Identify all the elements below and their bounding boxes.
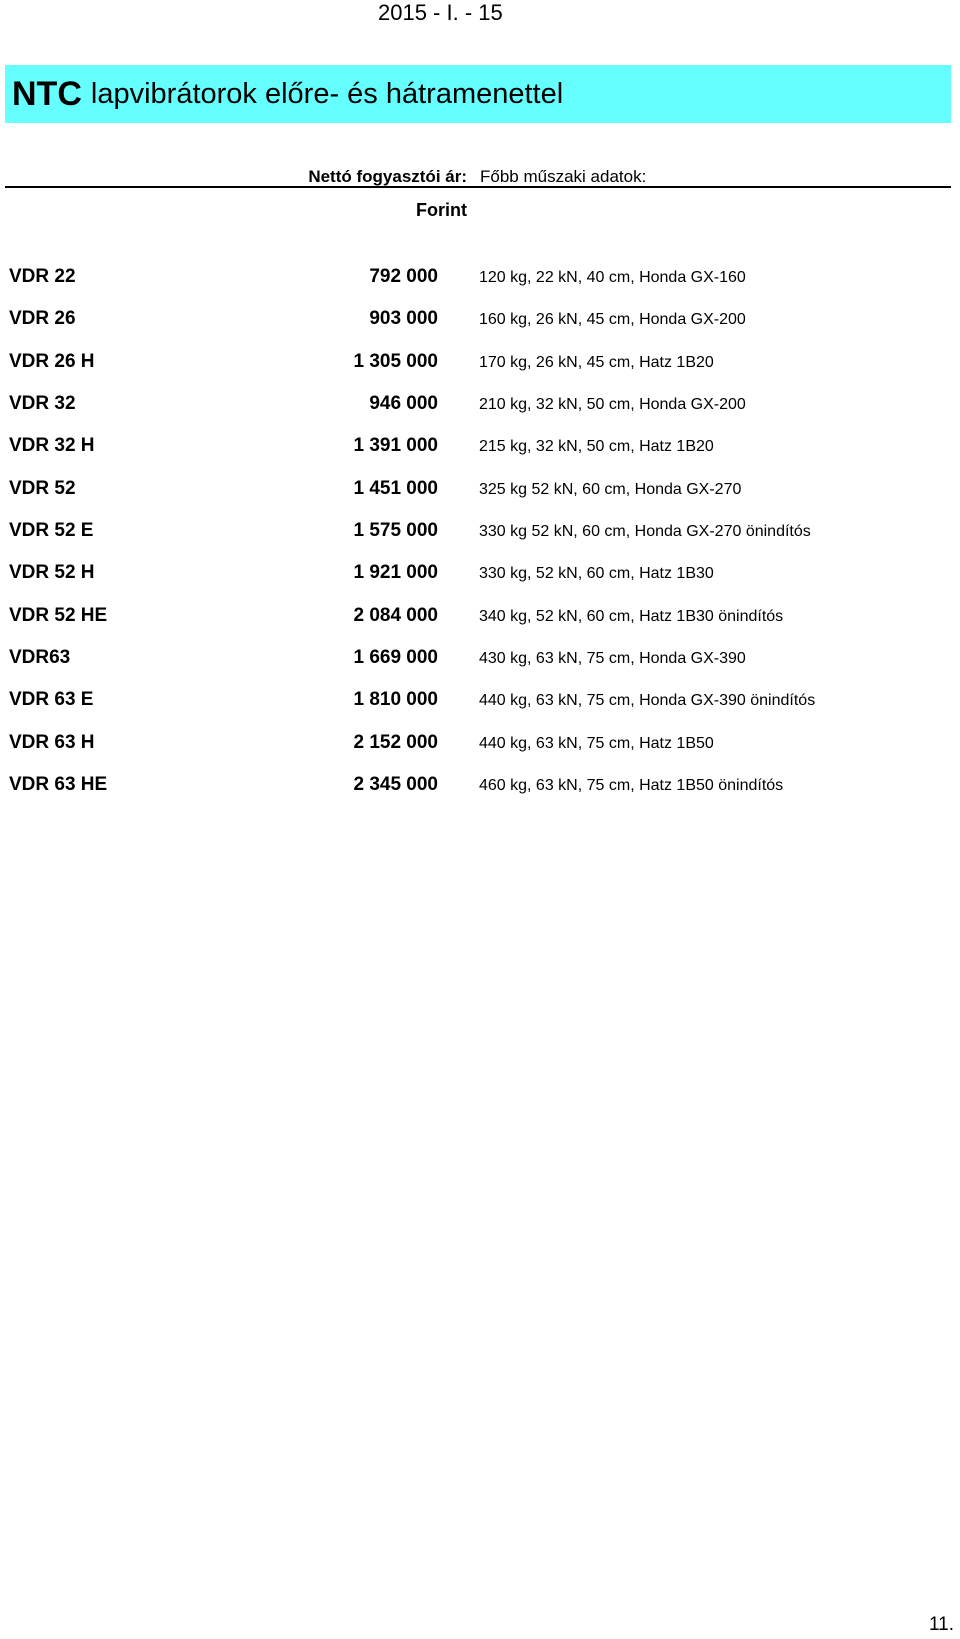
spec-text: 215 kg, 32 kN, 50 cm, Hatz 1B20 — [479, 438, 714, 456]
table-row — [0, 477, 960, 519]
table-row — [0, 350, 960, 392]
model-name: VDR 63 HE — [9, 773, 108, 795]
title-brand: NTC — [12, 74, 82, 113]
model-name: VDR 52 — [9, 477, 76, 499]
model-name: VDR 32 H — [9, 435, 95, 457]
spec-text: 210 kg, 32 kN, 50 cm, Honda GX-200 — [479, 395, 746, 413]
spec-text: 460 kg, 63 kN, 75 cm, Hatz 1B50 önindítós — [479, 776, 784, 794]
price-value: 792 000 — [369, 266, 438, 287]
model-name: VDR 22 — [9, 266, 76, 287]
header-divider — [5, 186, 951, 188]
spec-text: 170 kg, 26 kN, 45 cm, Hatz 1B20 — [479, 353, 714, 371]
price-value: 2 152 000 — [353, 731, 438, 753]
price-value: 1 575 000 — [353, 519, 438, 541]
price-value: 2 345 000 — [353, 773, 438, 795]
page-number: 11. — [929, 1614, 955, 1635]
table-row — [0, 392, 960, 434]
price-table — [0, 265, 960, 815]
page-title: lapvibrátorok előre- és hátramenettel — [90, 77, 564, 110]
model-name: VDR 52 HE — [9, 604, 108, 626]
price-value: 2 084 000 — [353, 604, 438, 626]
spec-text: 340 kg, 52 kN, 60 cm, Hatz 1B30 önindítós — [479, 607, 784, 625]
table-row — [0, 519, 960, 561]
spec-text: 430 kg, 63 kN, 75 cm, Honda GX-390 — [479, 649, 746, 667]
spec-text: 160 kg, 26 kN, 45 cm, Honda GX-200 — [479, 311, 746, 329]
model-name: VDR 52 E — [9, 519, 94, 541]
table-row — [0, 604, 960, 646]
table-row — [0, 307, 960, 349]
model-name: VDR 26 — [9, 308, 76, 330]
model-name: VDR 32 — [9, 392, 76, 414]
spec-text: 440 kg, 63 kN, 75 cm, Hatz 1B50 — [479, 734, 714, 752]
spec-text: 330 kg 52 kN, 60 cm, Honda GX-270 önindítós — [479, 522, 811, 540]
table-row — [0, 434, 960, 476]
price-value: 1 921 000 — [353, 562, 438, 584]
table-row — [0, 731, 960, 773]
model-name: VDR 63 H — [9, 731, 95, 753]
date-line: 2015 - I. - 15 — [378, 0, 503, 25]
model-name: VDR 63 E — [9, 689, 94, 711]
price-value: 1 391 000 — [353, 435, 438, 457]
table-row — [0, 688, 960, 730]
table-row — [0, 265, 960, 307]
specs-column-header: Főbb műszaki adatok: — [480, 167, 647, 186]
price-value: 1 451 000 — [353, 477, 438, 499]
currency-unit-label: Forint — [416, 200, 467, 220]
spec-text: 440 kg, 63 kN, 75 cm, Honda GX-390 önindítós — [479, 692, 816, 710]
price-value: 903 000 — [369, 308, 438, 330]
model-name: VDR63 — [9, 646, 71, 668]
title-banner — [5, 65, 951, 123]
price-value: 1 810 000 — [353, 689, 438, 711]
model-name: VDR 52 H — [9, 562, 95, 584]
table-row — [0, 561, 960, 603]
price-value: 946 000 — [369, 392, 438, 414]
price-column-header: Nettó fogyasztói ár: — [308, 167, 467, 186]
spec-text: 325 kg 52 kN, 60 cm, Honda GX-270 — [479, 480, 742, 498]
price-value: 1 305 000 — [353, 350, 438, 372]
table-row — [0, 646, 960, 688]
table-row — [0, 773, 960, 815]
spec-text: 330 kg, 52 kN, 60 cm, Hatz 1B30 — [479, 565, 714, 583]
spec-text: 120 kg, 22 kN, 40 cm, Honda GX-160 — [479, 269, 746, 286]
model-name: VDR 26 H — [9, 350, 95, 372]
price-value: 1 669 000 — [353, 646, 438, 668]
